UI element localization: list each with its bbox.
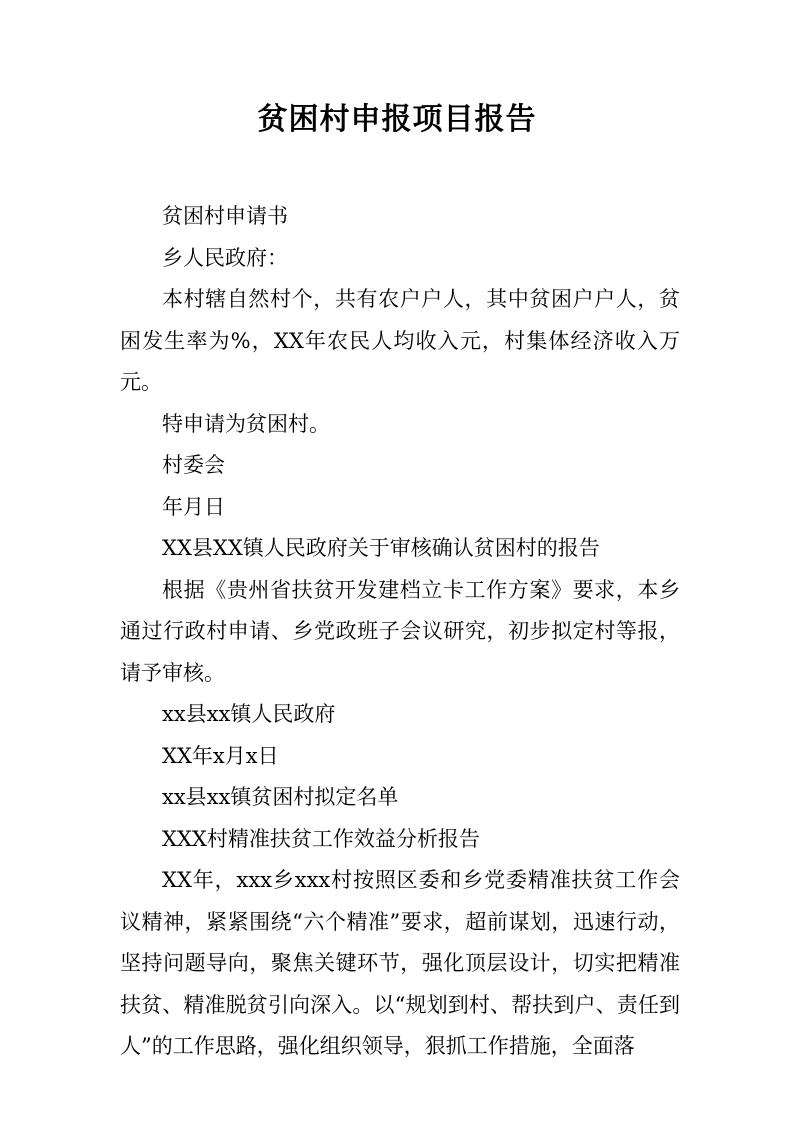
paragraph-government-date: XX年x月x日 bbox=[162, 743, 279, 768]
paragraph-request: 特申请为贫困村。 bbox=[162, 411, 330, 436]
paragraph-signatory: 村委会 bbox=[162, 453, 225, 477]
paragraph-analysis-body: XX年，xxx乡xxx村按照区委和乡党委精准扶贫工作会议精神，紧紧围绕“六个精准”要求，超前谋划，迅速行动，坚持问题导向，聚焦关键环节，强化顶层设计，切实把精准扶贫、精准脱贫引向深入。以“规划到村、帮扶到户、责任到人”的工作思路，强化组织领导，狠抓工作措施，全面落 bbox=[120, 868, 680, 1058]
paragraph-analysis-heading: XXX村精准扶贫工作效益分析报告 bbox=[162, 826, 480, 851]
paragraph-government-signatory: xx县xx镇人民政府 bbox=[162, 702, 336, 726]
paragraph-application-heading: 贫困村申请书 bbox=[162, 204, 288, 228]
paragraph-date: 年月日 bbox=[162, 494, 225, 519]
paragraph-village-stats: 本村辖自然村个，共有农户户人，其中贫困户户人，贫困发生率为%，XX年农民人均收入元，村集体经济收入万元。 bbox=[120, 287, 680, 394]
document-body bbox=[120, 196, 680, 1068]
paragraph-report-body: 根据《贵州省扶贫开发建档立卡工作方案》要求，本乡通过行政村申请、乡党政班子会议研究，初步拟定村等报，请予审核。 bbox=[120, 577, 680, 685]
paragraph-candidate-list-heading: xx县xx镇贫困村拟定名单 bbox=[162, 785, 399, 809]
document-title: 贫困村申报项目报告 bbox=[257, 102, 537, 137]
paragraph-addressee: 乡人民政府： bbox=[162, 245, 288, 270]
paragraph-report-heading: XX县XX镇人民政府关于审核确认贫困村的报告 bbox=[162, 536, 600, 560]
